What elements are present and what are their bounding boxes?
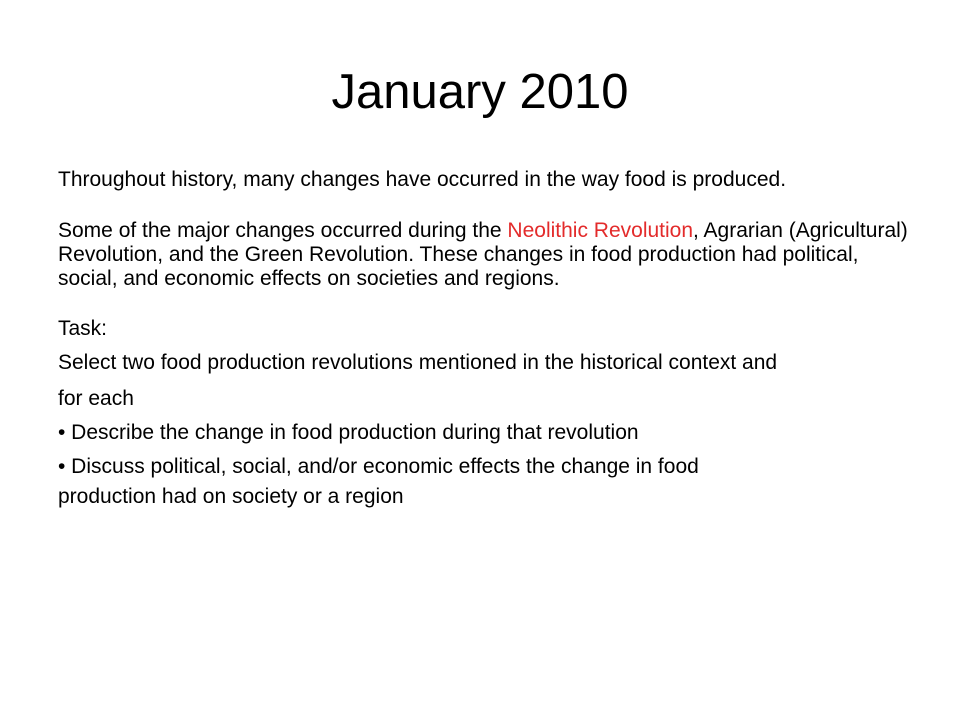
changes-text-before: Some of the major changes occurred during the (58, 219, 508, 242)
task-label: Task: (58, 317, 108, 340)
task-bullet-discuss-continued: production had on society or a region (58, 485, 404, 508)
task-instruction: Select two food production revolutions mentioned in the historical context and (58, 351, 778, 374)
neolithic-revolution-highlight: Neolithic Revolution (507, 219, 694, 242)
task-bullet-describe: • Describe the change in food production during that revolution (58, 421, 639, 444)
task-bullet-discuss: • Discuss political, social, and/or economic effects the change in food (58, 455, 699, 478)
changes-text-after: , Agrarian (Agricultural) Revolution, and the Green Revolution. These changes in food production had political, social, and economic effects on societies and regions. (58, 219, 908, 290)
intro-paragraph: Throughout history, many changes have occurred in the way food is produced. (58, 168, 787, 191)
task-for-each: for each (58, 387, 134, 410)
changes-paragraph (58, 219, 908, 291)
slide-title: January 2010 (331, 65, 629, 119)
slide-body (58, 168, 908, 519)
